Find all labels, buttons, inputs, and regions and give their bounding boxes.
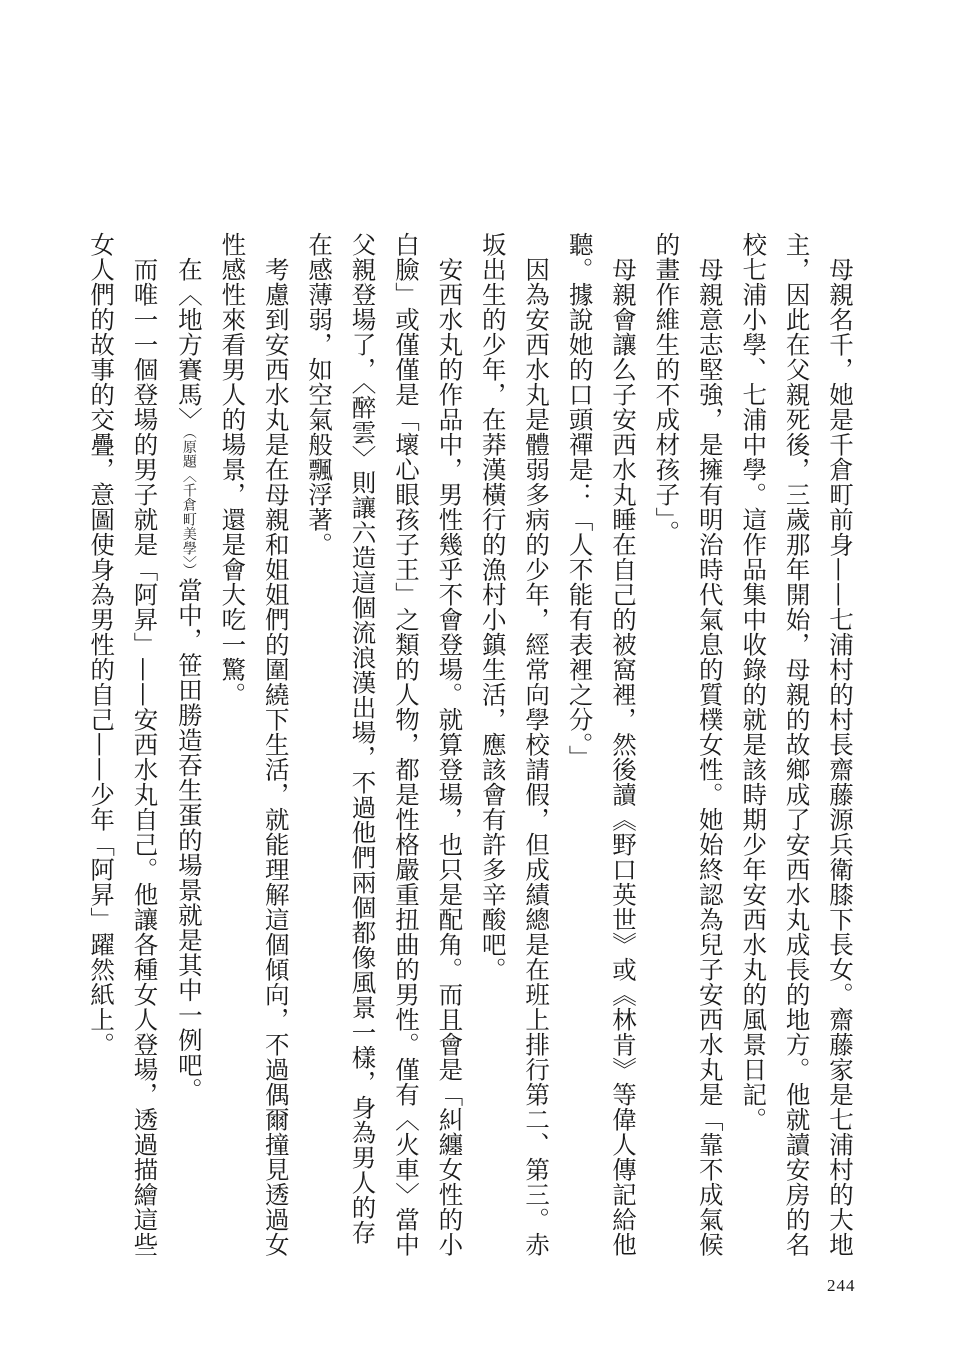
paragraph: [732, 232, 862, 1262]
paragraph: [211, 232, 298, 1262]
paragraph: [558, 232, 645, 1262]
paragraph: [298, 232, 472, 1262]
paragraph-text: 母親會讓么子安西水丸睡在自己的被窩裡，然後讀《野口英世》或《林肯》等偉人傳記給他聽。據說她的口頭禪是：「人不能有表裡之分。」: [565, 232, 638, 1257]
paragraph-text: 母親名千，她是千倉町前身——七浦村的村長齋藤源兵衛膝下長女。齋藤家是七浦村的大地主，因此在父親死後，三歲那年開始，母親的故鄉成了安西水丸成長的地方。他就讀安房的名校七浦小學、七浦中學。這作品集中收錄的就是該時期少年安西水丸的風景日記。: [739, 232, 855, 1257]
paragraph: [645, 232, 732, 1262]
paragraph-text: 因為安西水丸是體弱多病的少年，經常向學校請假，但成績總是在班上排行第二、第三。赤坂出生的少年，在莽漢橫行的漁村小鎮生活，應該會有許多辛酸吧。: [478, 232, 552, 1257]
paragraph: [167, 232, 211, 1262]
paragraph-text: 母親意志堅強，是擁有明治時代氣息的質樸女性。她始終認為兒子安西水丸是「靠不成氣候的畫作維生的不成材孩子」。: [652, 232, 725, 1257]
vertical-text-body: [80, 232, 862, 1262]
paragraph: [80, 232, 167, 1262]
paragraph-text: 考慮到安西水丸是在母親和姐姐們的圍繞下生活，就能理解這個傾向，不過偶爾撞見透過女性感性來看男人的場景，還是會大吃一驚。: [218, 232, 291, 1257]
paragraph: [471, 232, 558, 1262]
paragraph-text: 當中，笹田勝造吞生蛋的場景就是其中一例吧。: [174, 577, 204, 1102]
page-number: 244: [827, 1276, 856, 1295]
paragraph-text: 在〈地方賽馬〉: [174, 256, 204, 432]
paragraph-text: 安西水丸的作品中，男性幾乎不會登場。就算登場，也只是配角。而且會是「糾纏女性的小白臉」或僅僅是「壞心眼孩子王」之類的人物，都是性格嚴重扭曲的男性。僅有〈火車〉當中父親登場了，〈醉雲〉則讓六造這個流浪漢出場，不過他們兩個都像風景一樣，身為男人的存在感薄弱，如空氣般飄浮著。: [305, 232, 465, 1257]
paragraph-text: 而唯一一個登場的男子就是「阿昇」——安西水丸自己。他讓各種女人登場，透過描繪這些女人們的故事的交疊，意圖使身為男性的自己——少年「阿昇」躍然紙上。: [87, 232, 160, 1257]
original-title-note: （原題〈千倉町美學〉）: [180, 431, 197, 577]
